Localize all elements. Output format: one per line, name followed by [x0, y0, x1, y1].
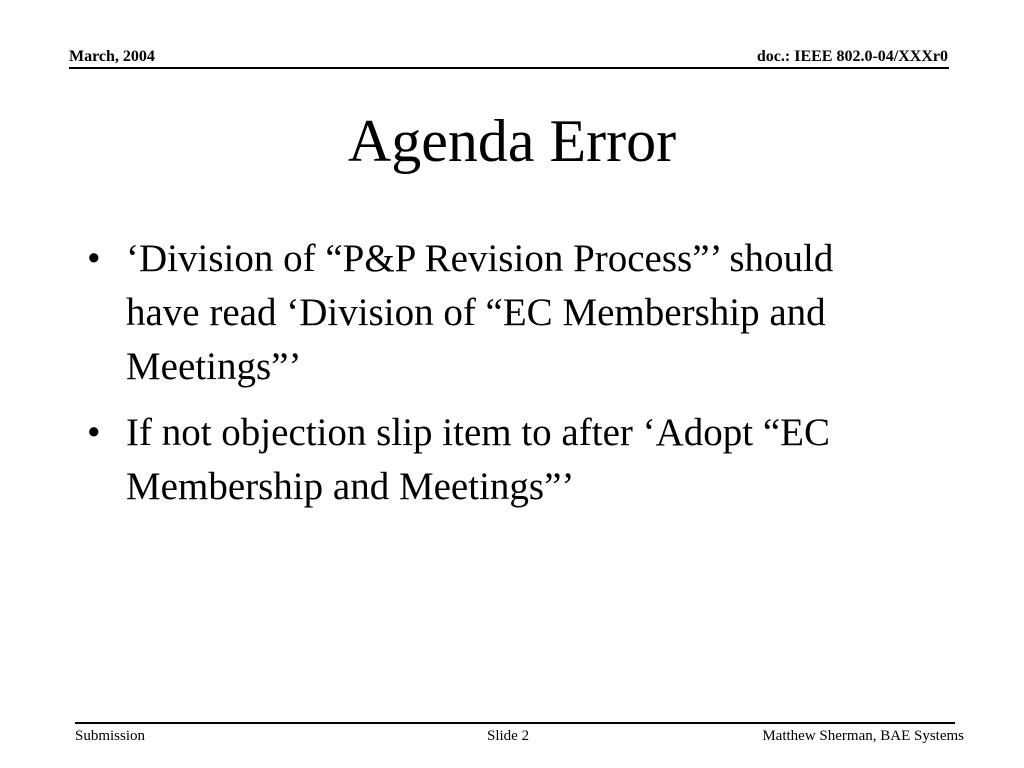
- footer-author: Matthew Sherman, BAE Systems: [762, 728, 964, 744]
- header-date: March, 2004: [69, 48, 155, 65]
- bullet-text: If not objection slip item to after ‘Adopt “EC Membership and Meetings”’: [126, 411, 830, 508]
- header-doc-id: doc.: IEEE 802.0-04/XXXr0: [756, 48, 948, 65]
- bullet-icon: •: [87, 237, 101, 280]
- footer-submission: Submission: [75, 728, 146, 744]
- slide-title: Agenda Error: [347, 108, 677, 174]
- bullet-text: ‘Division of “P&P Revision Process”’ should have read ‘Division of “EC Membership and Meetings”’: [126, 237, 834, 388]
- header-divider: [69, 67, 949, 69]
- bullet-item: [87, 406, 887, 514]
- bullet-list: [87, 232, 887, 526]
- bullet-item: [87, 232, 887, 394]
- footer-divider: [75, 722, 955, 724]
- bullet-icon: •: [87, 411, 101, 454]
- footer-slide-number: Slide 2: [487, 728, 530, 744]
